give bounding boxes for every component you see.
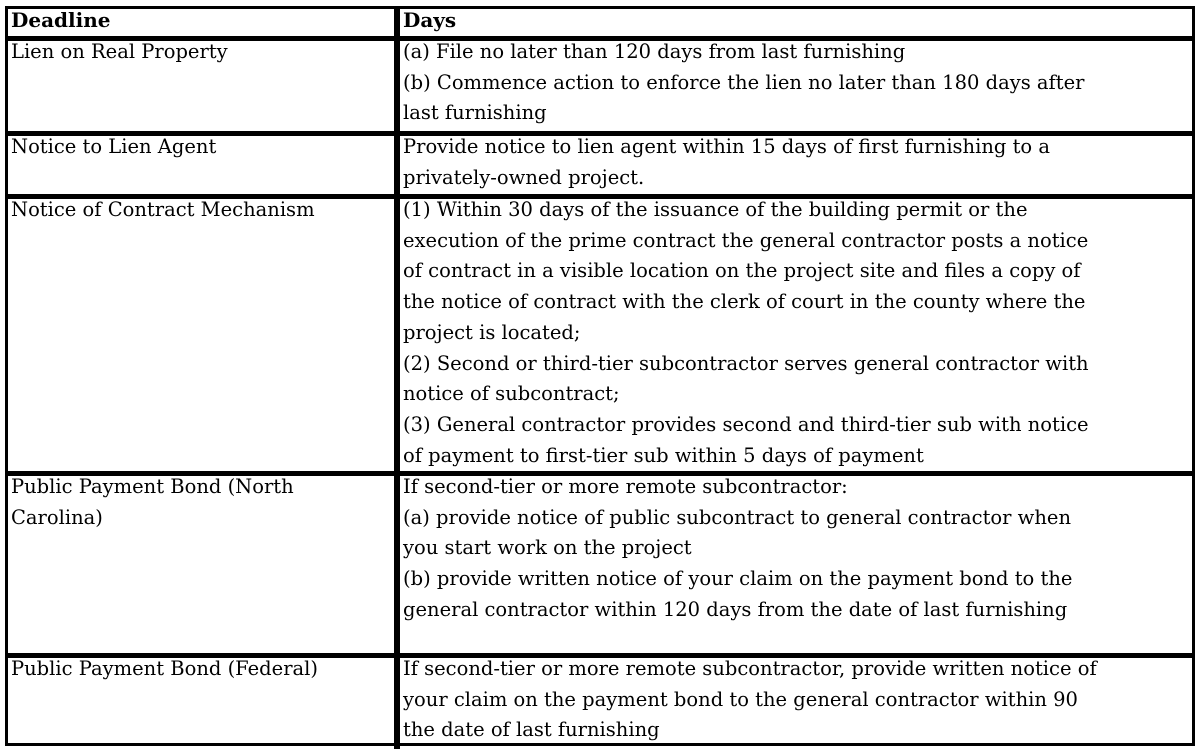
- deadline-cell: [8, 658, 394, 749]
- table-row: [8, 131, 1192, 194]
- days-text-line: the date of last furnishing: [403, 718, 660, 742]
- days-text-line: (2) Second or third-tier subcontractor serves general contractor with: [403, 351, 1089, 375]
- header-deadline-cell: [8, 9, 394, 36]
- days-text-line: (b) provide written notice of your claim on the payment bond to the: [403, 567, 1073, 591]
- table-row: [8, 653, 1192, 749]
- days-text-line: execution of the prime contract the general contractor posts a notice: [403, 228, 1089, 252]
- table-header-row: [8, 9, 1192, 36]
- header-days-cell: [394, 9, 1192, 36]
- days-text-line: (a) File no later than 120 days from last furnishing: [403, 41, 906, 63]
- days-cell: [394, 41, 1192, 131]
- days-text-line: of payment to first-tier sub within 5 days of payment: [403, 443, 924, 467]
- deadline-text: Notice to Lien Agent: [11, 136, 217, 158]
- table-row: [8, 194, 1192, 471]
- deadline-cell: [8, 199, 394, 471]
- deadline-text: Carolina): [11, 505, 103, 529]
- deadlines-table: [5, 6, 1195, 746]
- days-text-line: If second-tier or more remote subcontractor, provide written notice of: [403, 658, 1097, 680]
- days-cell: [394, 136, 1192, 194]
- days-text-line: (a) provide notice of public subcontract to general contractor when: [403, 505, 1072, 529]
- days-text-line: (b) Commence action to enforce the lien no later than 180 days after: [403, 70, 1085, 94]
- days-text-line: (1) Within 30 days of the issuance of the building permit or the: [403, 199, 1028, 221]
- days-text-line: (3) General contractor provides second and third-tier sub with notice: [403, 412, 1089, 436]
- deadline-text: Notice of Contract Mechanism: [11, 199, 315, 221]
- days-text-line: you start work on the project: [403, 536, 692, 560]
- header-deadline: Deadline: [11, 9, 111, 32]
- days-cell: [394, 658, 1192, 749]
- header-days: Days: [403, 9, 457, 32]
- days-text-line: your claim on the payment bond to the general contractor within 90: [403, 687, 1078, 711]
- days-text-line: project is located;: [403, 320, 581, 344]
- days-text-line: of contract in a visible location on the project site and files a copy of: [403, 259, 1081, 283]
- days-text-line: general contractor within 120 days from the date of last furnishing: [403, 597, 1068, 621]
- days-text-line: last furnishing: [403, 101, 547, 125]
- deadline-cell: [8, 136, 394, 194]
- days-cell: [394, 199, 1192, 471]
- deadline-text: Lien on Real Property: [11, 41, 228, 63]
- days-text-line: privately-owned project.: [403, 165, 645, 189]
- table-row: [8, 471, 1192, 653]
- days-text-line: the notice of contract with the clerk of court in the county where the: [403, 290, 1086, 314]
- days-text-line: If second-tier or more remote subcontractor:: [403, 476, 848, 498]
- deadline-cell: [8, 41, 394, 131]
- table-row: [8, 36, 1192, 131]
- days-text-line: Provide notice to lien agent within 15 days of first furnishing to a: [403, 136, 1050, 158]
- deadline-text: Public Payment Bond (North: [11, 476, 294, 498]
- deadline-text: Public Payment Bond (Federal): [11, 658, 319, 680]
- deadline-cell: [8, 476, 394, 653]
- days-cell: [394, 476, 1192, 653]
- days-text-line: notice of subcontract;: [403, 382, 620, 406]
